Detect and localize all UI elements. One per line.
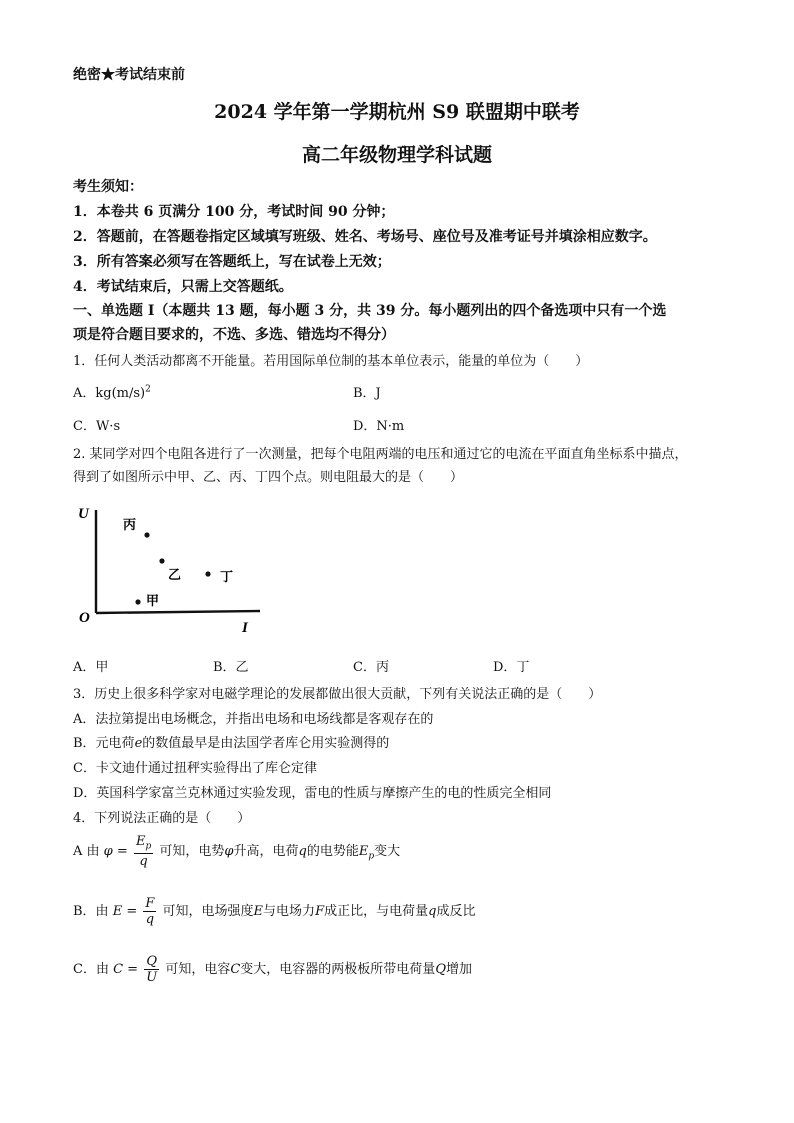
q4-a-lhs: φ =: [103, 843, 128, 859]
q3-option-b: [73, 732, 389, 751]
q1-option-d: D．N·m: [353, 419, 405, 434]
q4-b-den: q: [145, 912, 155, 927]
q2-option-a: A．甲: [73, 660, 109, 675]
section-heading-line1: 一、单选题 I（本题共 13 题，每小题 3 分，共 39 分。每小题列出的四个备选项中只有一个选: [73, 303, 667, 319]
notice-heading: 考生须知：: [73, 179, 143, 195]
q4-a-mid2: 升高，电荷: [233, 843, 299, 859]
q1-option-b: B．J: [353, 386, 381, 401]
q3-stem: 3．历史上很多科学家对电磁学理论的发展都做出很大贡献，下列有关说法正确的是（ ）: [73, 687, 602, 702]
origin-label: O: [79, 610, 90, 626]
q4-option-c: [73, 955, 472, 984]
q4-b-var2: F: [315, 904, 325, 919]
q4-a-pre: A 由: [73, 843, 100, 859]
q4-b-pre: B．由: [73, 904, 109, 919]
q4-c-pre: C．由: [73, 962, 109, 977]
notice-item: 2．答题前，在答题卷指定区域填写班级、姓名、考场号、座位号及准考证号并填涂相应数字。: [73, 229, 657, 245]
q4-c-den: U: [146, 970, 158, 985]
notice-item: 3．所有答案必须写在答题纸上，写在试卷上无效；: [73, 254, 391, 270]
q4-c-var2: Q: [435, 962, 446, 977]
q2-option-b: B．乙: [213, 660, 249, 675]
q4-c-num: Q: [144, 955, 159, 970]
q4-c-var1: C: [230, 962, 241, 977]
q3-option-b-pre: B．元电荷: [73, 736, 135, 751]
q4-a-mid3: 的电势能: [306, 843, 359, 859]
q4-b-lhs: E =: [112, 904, 138, 919]
q1-option-a-label: A．: [73, 386, 96, 401]
point-yi: [159, 558, 164, 563]
q1-option-a: [73, 382, 151, 401]
q4-a-var2: q: [298, 843, 307, 859]
q4-a-num-sub: p: [145, 841, 152, 852]
q3-option-a: A．法拉第提出电场概念，并指出电场和电场线都是客观存在的: [73, 712, 434, 727]
q4-stem: 4．下列说法正确的是（ ）: [73, 811, 251, 826]
point-jia: [135, 599, 140, 604]
q2-option-d: D．丁: [493, 660, 530, 675]
q1-stem: 1．任何人类活动都离不开能量。若用国际单位制的基本单位表示，能量的单位为（ ）: [73, 354, 589, 369]
section-heading-line2: 项是符合题目要求的，不选、多选、错选均不得分）: [73, 327, 395, 343]
q3-option-b-post: 的数值最早是由法国学者库仑用实验测得的: [142, 736, 390, 751]
confidential-label: 绝密★考试结束前: [73, 67, 185, 83]
u-axis-label: U: [78, 506, 89, 522]
q3-option-b-var: e: [134, 736, 143, 751]
point-ding: [205, 571, 210, 576]
q1-option-a-formula: kg(m/s): [95, 386, 146, 401]
exam-title: 2024 学年第一学期杭州 S9 联盟期中联考: [214, 101, 580, 123]
q4-a-fraction: [134, 835, 153, 868]
q4-b-var3: q: [428, 904, 437, 919]
q2-stem-line2: 得到了如图所示中甲、乙、丙、丁四个点。则电阻最大的是（ ）: [73, 470, 464, 485]
q4-c-fraction: [144, 955, 159, 984]
q4-a-var3-sub: p: [368, 851, 375, 862]
q4-option-a: [73, 835, 400, 868]
q4-c-lhs: C =: [113, 962, 139, 977]
q4-b-mid1: 可知，电场强度: [162, 904, 254, 919]
q4-b-post: 成反比: [436, 904, 476, 919]
notice-item: 1．本卷共 6 页满分 100 分，考试时间 90 分钟；: [73, 204, 395, 220]
q4-a-var3: E: [358, 843, 369, 859]
i-axis: [96, 611, 260, 613]
q3-option-d: D．英国科学家富兰克林通过实验发现，雷电的性质与摩擦产生的电的性质完全相同: [73, 786, 552, 801]
q4-option-b: [73, 897, 475, 926]
point-yi-label: 乙: [168, 568, 182, 583]
q4-c-mid1: 可知，电容: [165, 962, 231, 977]
point-bing-label: 丙: [123, 518, 137, 533]
q2-stem-line1: 2. 某同学对四个电阻各进行了一次测量，把每个电阻两端的电压和通过它的电流在平面直角坐标系中描点，: [73, 447, 688, 462]
q4-c-post: 增加: [445, 962, 472, 977]
q4-b-var1: E: [253, 904, 264, 919]
q2-option-c: C．丙: [353, 660, 389, 675]
q1-option-a-exponent: 2: [145, 384, 151, 395]
q4-b-mid3: 成正比，与电荷量: [324, 904, 429, 919]
q4-a-var1: φ: [224, 843, 234, 859]
point-ding-label: 丁: [220, 570, 234, 585]
notice-item: 4．考试结束后，只需上交答题纸。: [73, 279, 293, 295]
q4-b-fraction: [143, 897, 156, 926]
q4-c-mid2: 变大，电容器的两极板所带电荷量: [240, 962, 436, 977]
q4-b-mid2: 与电场力: [263, 904, 316, 919]
ui-graph: [70, 498, 270, 648]
q4-a-num: E: [135, 834, 146, 849]
i-axis-label: I: [242, 620, 248, 636]
q4-a-den: q: [139, 853, 148, 869]
q3-option-c: C．卡文迪什通过扭秤实验得出了库仑定律: [73, 761, 317, 776]
exam-subtitle: 高二年级物理学科试题: [301, 144, 492, 166]
q4-a-post: 变大: [374, 843, 401, 859]
point-bing: [144, 532, 149, 537]
q4-a-mid1: 可知，电势: [159, 843, 225, 859]
q4-b-num: F: [145, 896, 155, 911]
point-jia-label: 甲: [146, 594, 160, 609]
q1-option-c: C．W·s: [73, 419, 121, 434]
